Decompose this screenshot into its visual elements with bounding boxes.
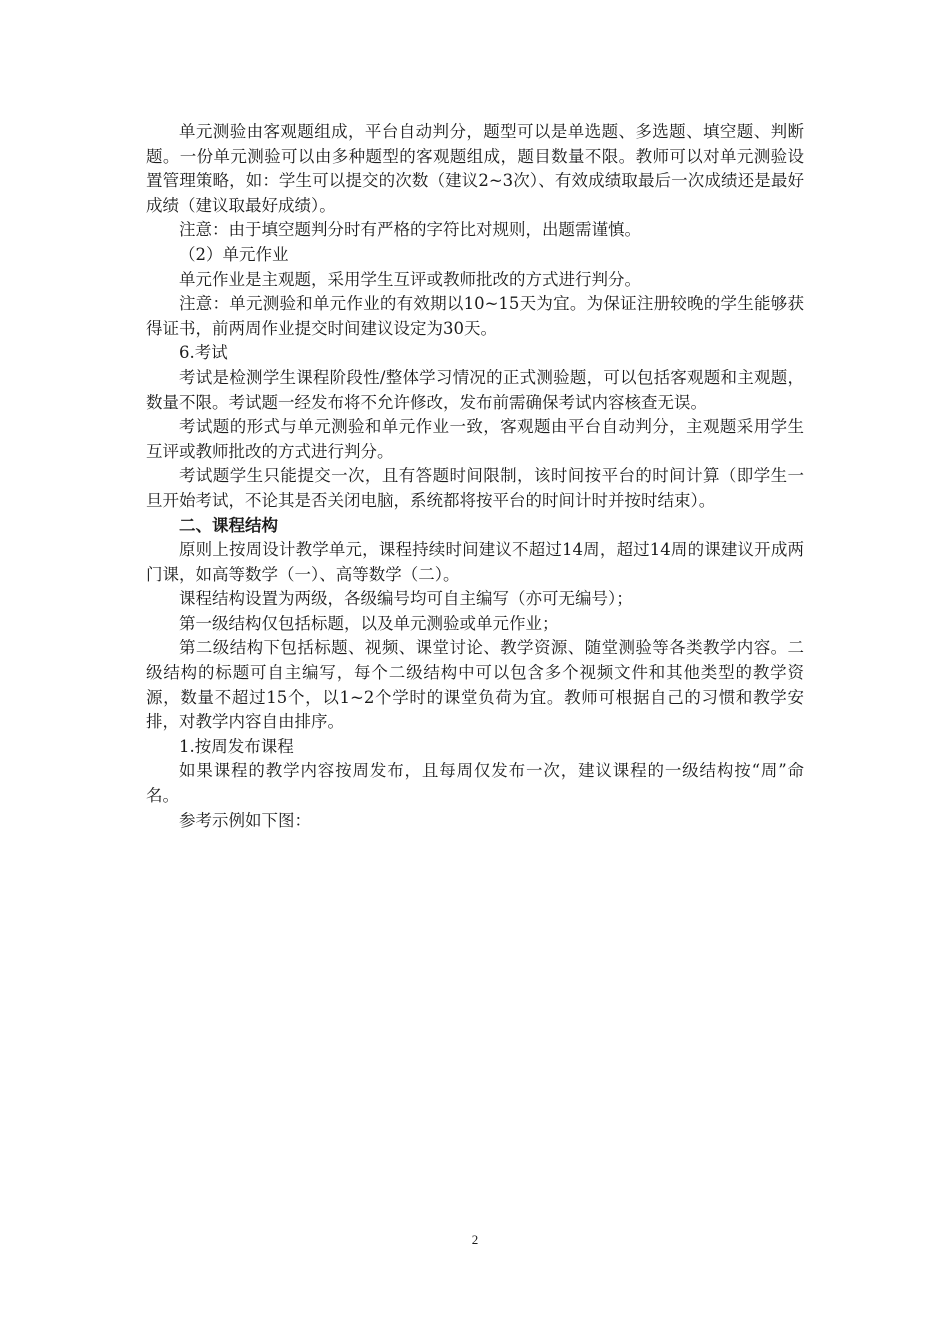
heading-exam: 6.考试 — [179, 343, 228, 363]
heading-weekly-release: 1.按周发布课程 — [179, 736, 294, 756]
paragraph-first-level: 第一级结构仅包括标题，以及单元测验或单元作业； — [179, 613, 559, 633]
paragraph-unit-quiz: 单元测验由客观题组成，平台自动判分，题型可以是单选题、多选题、填空题、判断题。一份单元测验可以由多种题型的客观题组成，题目数量不限。教师可以对单元测验设置管理策略，如：学生可以提交的次数（建议2~3次）、有效成绩取最后一次成绩还是最好成绩（建议取最好成绩）。 — [146, 122, 804, 215]
section-heading-course-structure: 二、课程结构 — [179, 515, 278, 535]
paragraph-second-level: 第二级结构下包括标题、视频、课堂讨论、教学资源、随堂测验等各类教学内容。二级结构的标题可自主编写，每个二级结构中可以包含多个视频文件和其他类型的教学资源，数量不超过15个，以1~2个学时的课堂负荷为宜。教师可根据自己的习惯和教学安排，对教学内容自由排序。 — [146, 638, 804, 732]
paragraph-reference-example: 参考示例如下图： — [179, 810, 311, 830]
heading-unit-homework: （2）单元作业 — [179, 244, 289, 264]
document-body — [146, 120, 804, 833]
paragraph-unit-homework: 单元作业是主观题，采用学生互评或教师批改的方式进行判分。 — [179, 269, 641, 289]
paragraph-exam-definition: 考试是检测学生课程阶段性/整体学习情况的正式测验题，可以包括客观题和主观题，数量不限。考试题一经发布将不允许修改，发布前需确保考试内容核查无误。 — [146, 367, 804, 412]
paragraph-note-validity: 注意：单元测验和单元作业的有效期以10~15天为宜。为保证注册较晚的学生能够获得证书，前两周作业提交时间建议设定为30天。 — [146, 294, 804, 338]
paragraph-weekly-release: 如果课程的教学内容按周发布，且每周仅发布一次，建议课程的一级结构按“周”命名。 — [146, 761, 804, 806]
page-number: 2 — [471, 1232, 479, 1247]
paragraph-exam-format: 考试题的形式与单元测验和单元作业一致，客观题由平台自动判分，主观题采用学生互评或教师批改的方式进行判分。 — [146, 417, 804, 461]
paragraph-weekly-units: 原则上按周设计教学单元，课程持续时间建议不超过14周，超过14周的课建议开成两门课，如高等数学（一）、高等数学（二）。 — [146, 540, 804, 584]
paragraph-exam-submission: 考试题学生只能提交一次，且有答题时间限制，该时间按平台的时间计算（即学生一旦开始考试，不论其是否关闭电脑，系统都将按平台的时间计时并按时结束）。 — [146, 466, 804, 510]
paragraph-two-levels: 课程结构设置为两级，各级编号均可自主编写（亦可无编号）； — [179, 589, 633, 609]
paragraph-note-fill-blank: 注意：由于填空题判分时有严格的字符比对规则，出题需谨慎。 — [179, 220, 641, 240]
